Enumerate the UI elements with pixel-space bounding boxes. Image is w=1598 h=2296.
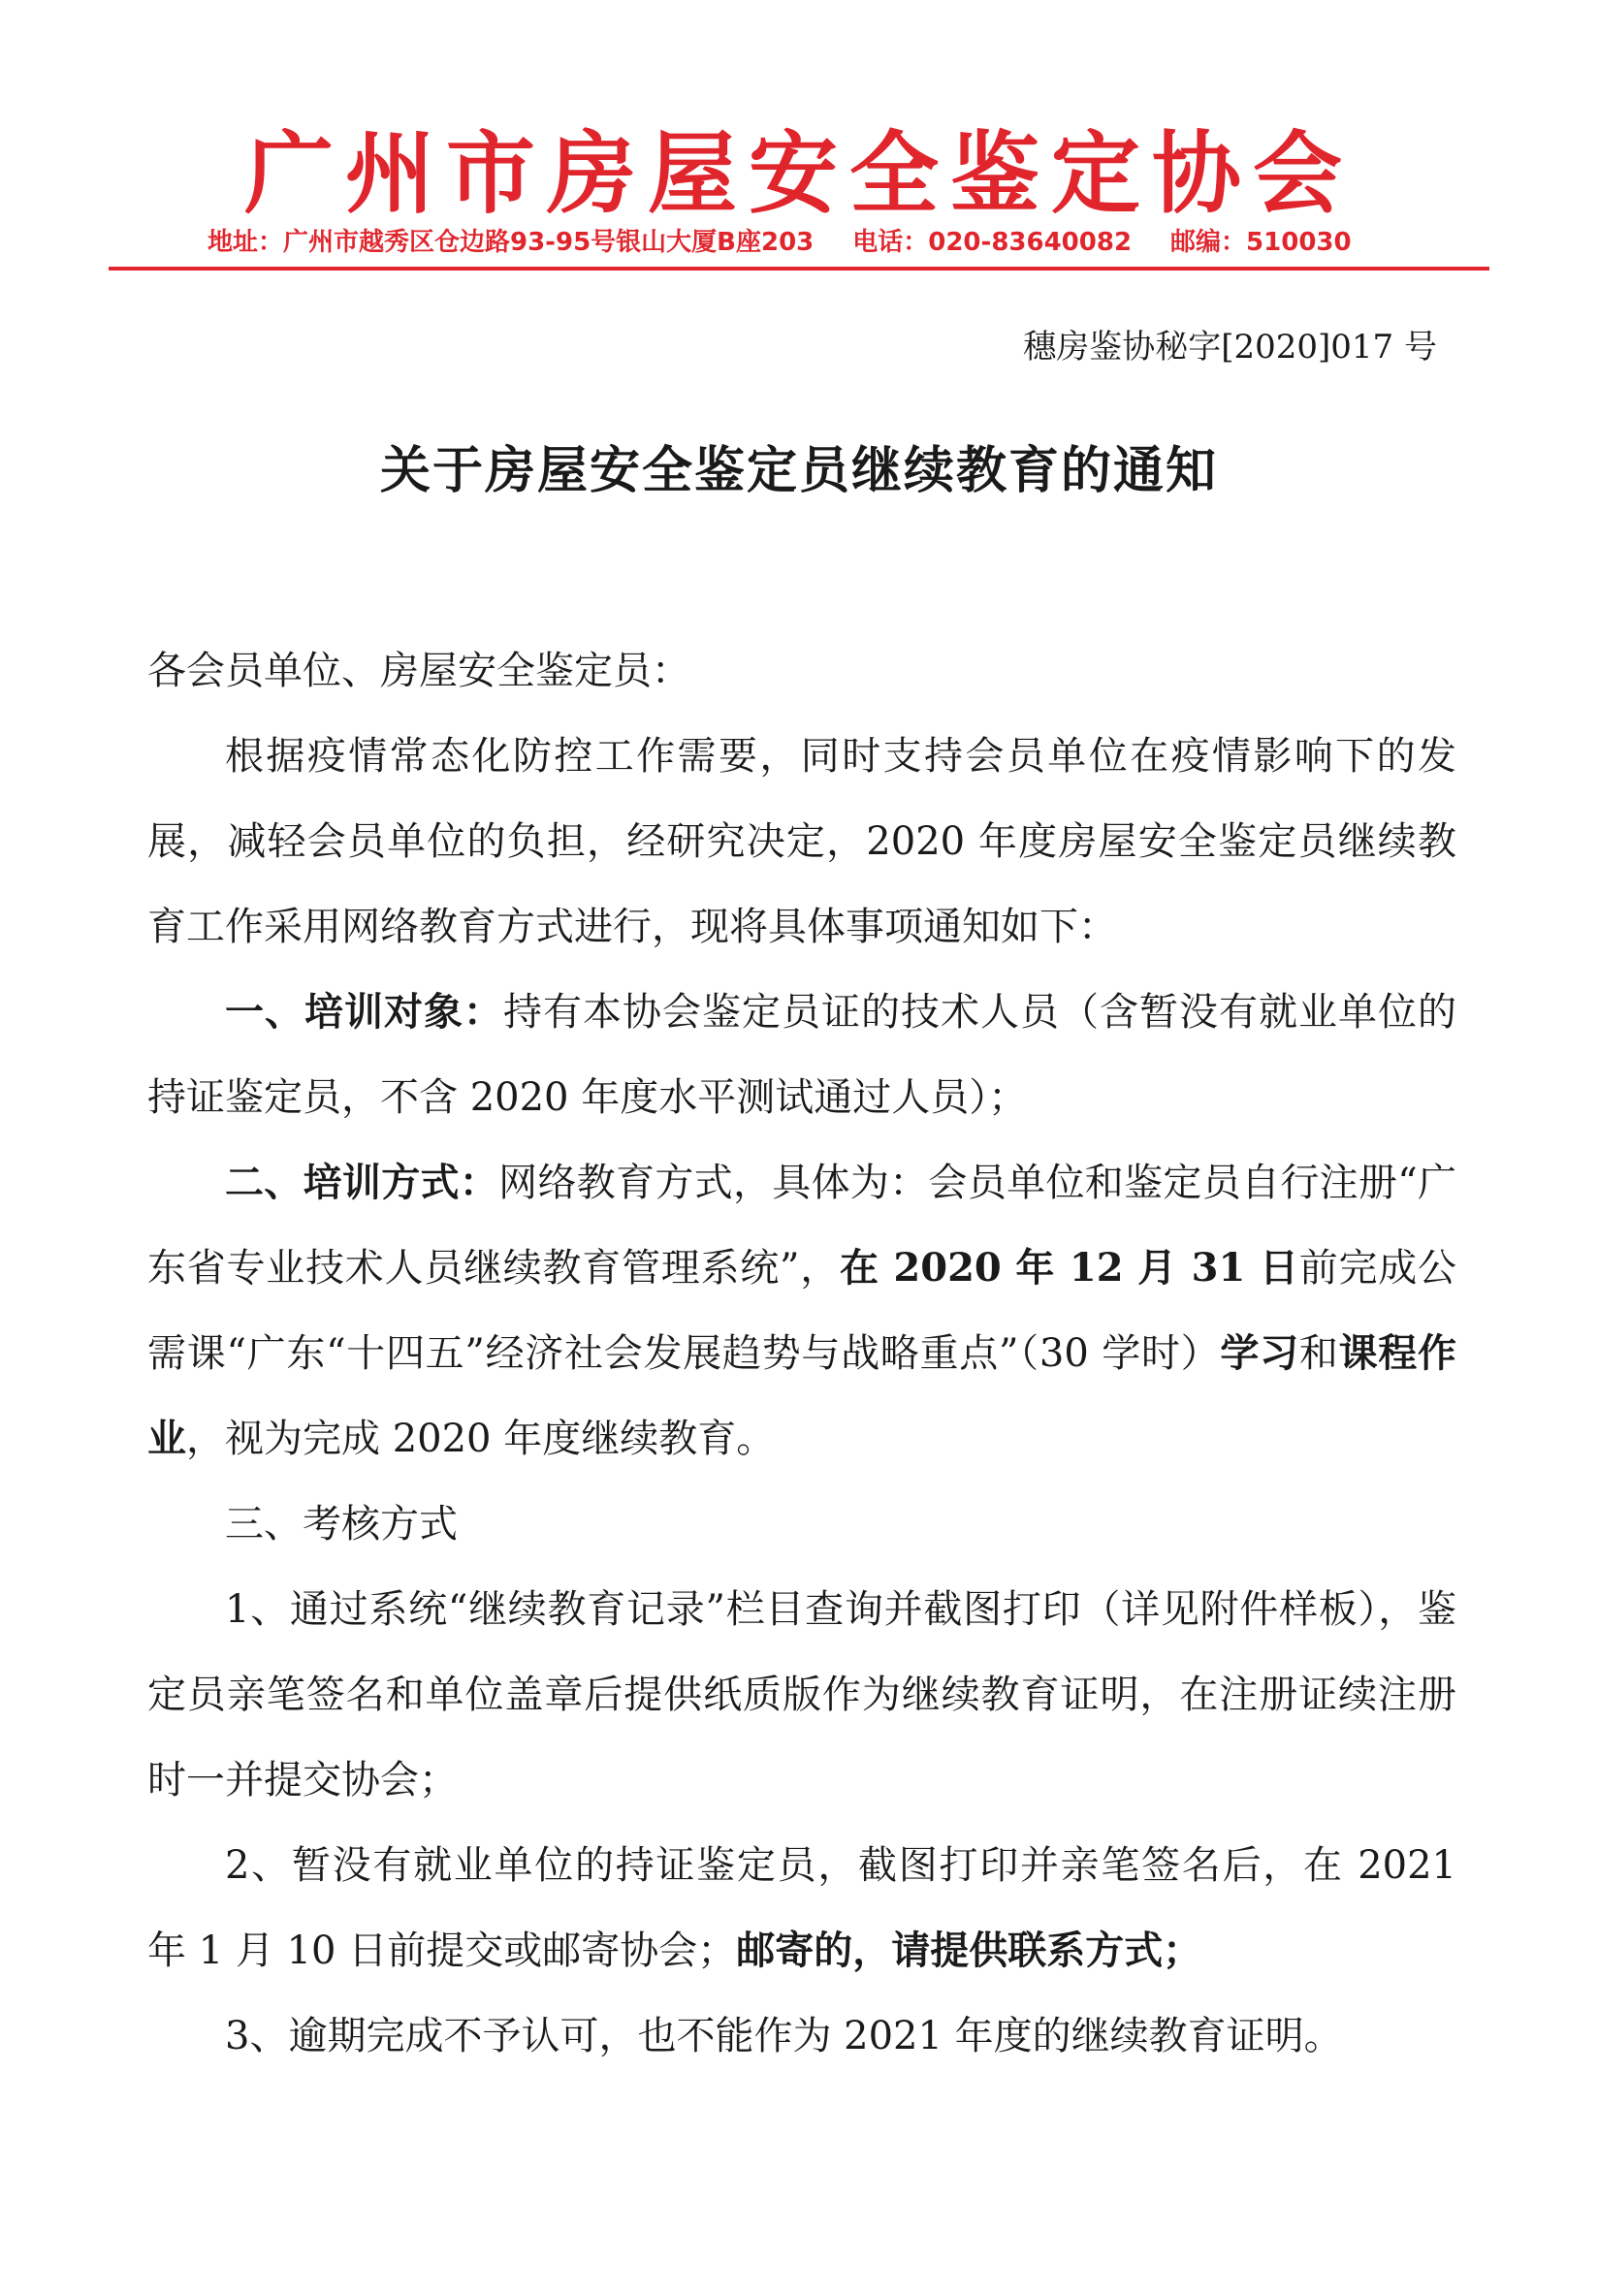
- section-2-text-2: 前完成公需课“广东“十四五”经济社会发展趋势与战略重点”（30 学时）: [147, 1246, 1457, 1376]
- section-3-item-2-bold: 邮寄的，请提供联系方式；: [736, 1928, 1202, 1973]
- section-1-text: 持有本协会鉴定员证的技术人员（含暂没有就业单位的持证鉴定员，不含 2020 年度水平测试通过人员）；: [147, 990, 1456, 1120]
- section-2-paragraph: [147, 1140, 1456, 1482]
- section-1-heading: 一、培训对象：: [225, 989, 503, 1035]
- letterhead-org-name: 广州市房屋安全鉴定协会: [243, 122, 1354, 226]
- section-3-item-3: 3、逾期完成不予认可，也不能作为 2021 年度的继续教育证明。: [225, 2014, 1343, 2058]
- section-2-heading: 二、培训方式：: [225, 1160, 499, 1205]
- letterhead-contact-line: [208, 225, 1352, 260]
- section-3-heading: 三、考核方式: [225, 1502, 458, 1547]
- salutation: 各会员单位、房屋安全鉴定员：: [147, 649, 690, 693]
- section-1-paragraph: [147, 970, 1456, 1140]
- document-body: [147, 628, 1456, 2079]
- letterhead-divider: [109, 267, 1489, 271]
- intro-paragraph: 根据疫情常态化防控工作需要，同时支持会员单位在疫情影响下的发展，减轻会员单位的负担，经研究决定，2020 年度房屋安全鉴定员继续教育工作采用网络教育方式进行，现将具体事项通知如下：: [147, 734, 1456, 949]
- section-3-item-2-text: 2、暂没有就业单位的持证鉴定员，截图打印并亲笔签名后，在 2021 年 1 月 10 日前提交或邮寄协会；: [147, 1843, 1456, 1973]
- letterhead-phone: 电话：020-83640082: [852, 228, 1133, 257]
- document-title: 关于房屋安全鉴定员继续教育的通知: [379, 441, 1218, 500]
- letterhead-address: 地址：广州市越秀区仓边路93-95号银山大厦B座203: [208, 228, 815, 257]
- section-3-item-2: [147, 1823, 1456, 1993]
- section-2-deadline: 在 2020 年 12 月 31 日: [840, 1245, 1299, 1291]
- section-2-text-3: 和: [1298, 1331, 1339, 1376]
- letterhead-postcode: 邮编：510030: [1170, 228, 1352, 257]
- section-2-text-4: ，视为完成 2020 年度继续教育。: [186, 1417, 776, 1461]
- section-3-item-1: 1、通过系统“继续教育记录”栏目查询并截图打印（详见附件样板），鉴定员亲笔签名和单位盖章后提供纸质版作为继续教育证明，在注册证续注册时一并提交协会；: [147, 1587, 1456, 1802]
- section-2-coursework: 课程作业: [147, 1330, 1457, 1461]
- section-2-study: 学习: [1220, 1330, 1299, 1376]
- section-2-text-1: 网络教育方式，具体为：会员单位和鉴定员自行注册“广东省专业技术人员继续教育管理系统”，: [147, 1161, 1456, 1291]
- document-number: 穗房鉴协秘字[2020]017 号: [1023, 328, 1437, 367]
